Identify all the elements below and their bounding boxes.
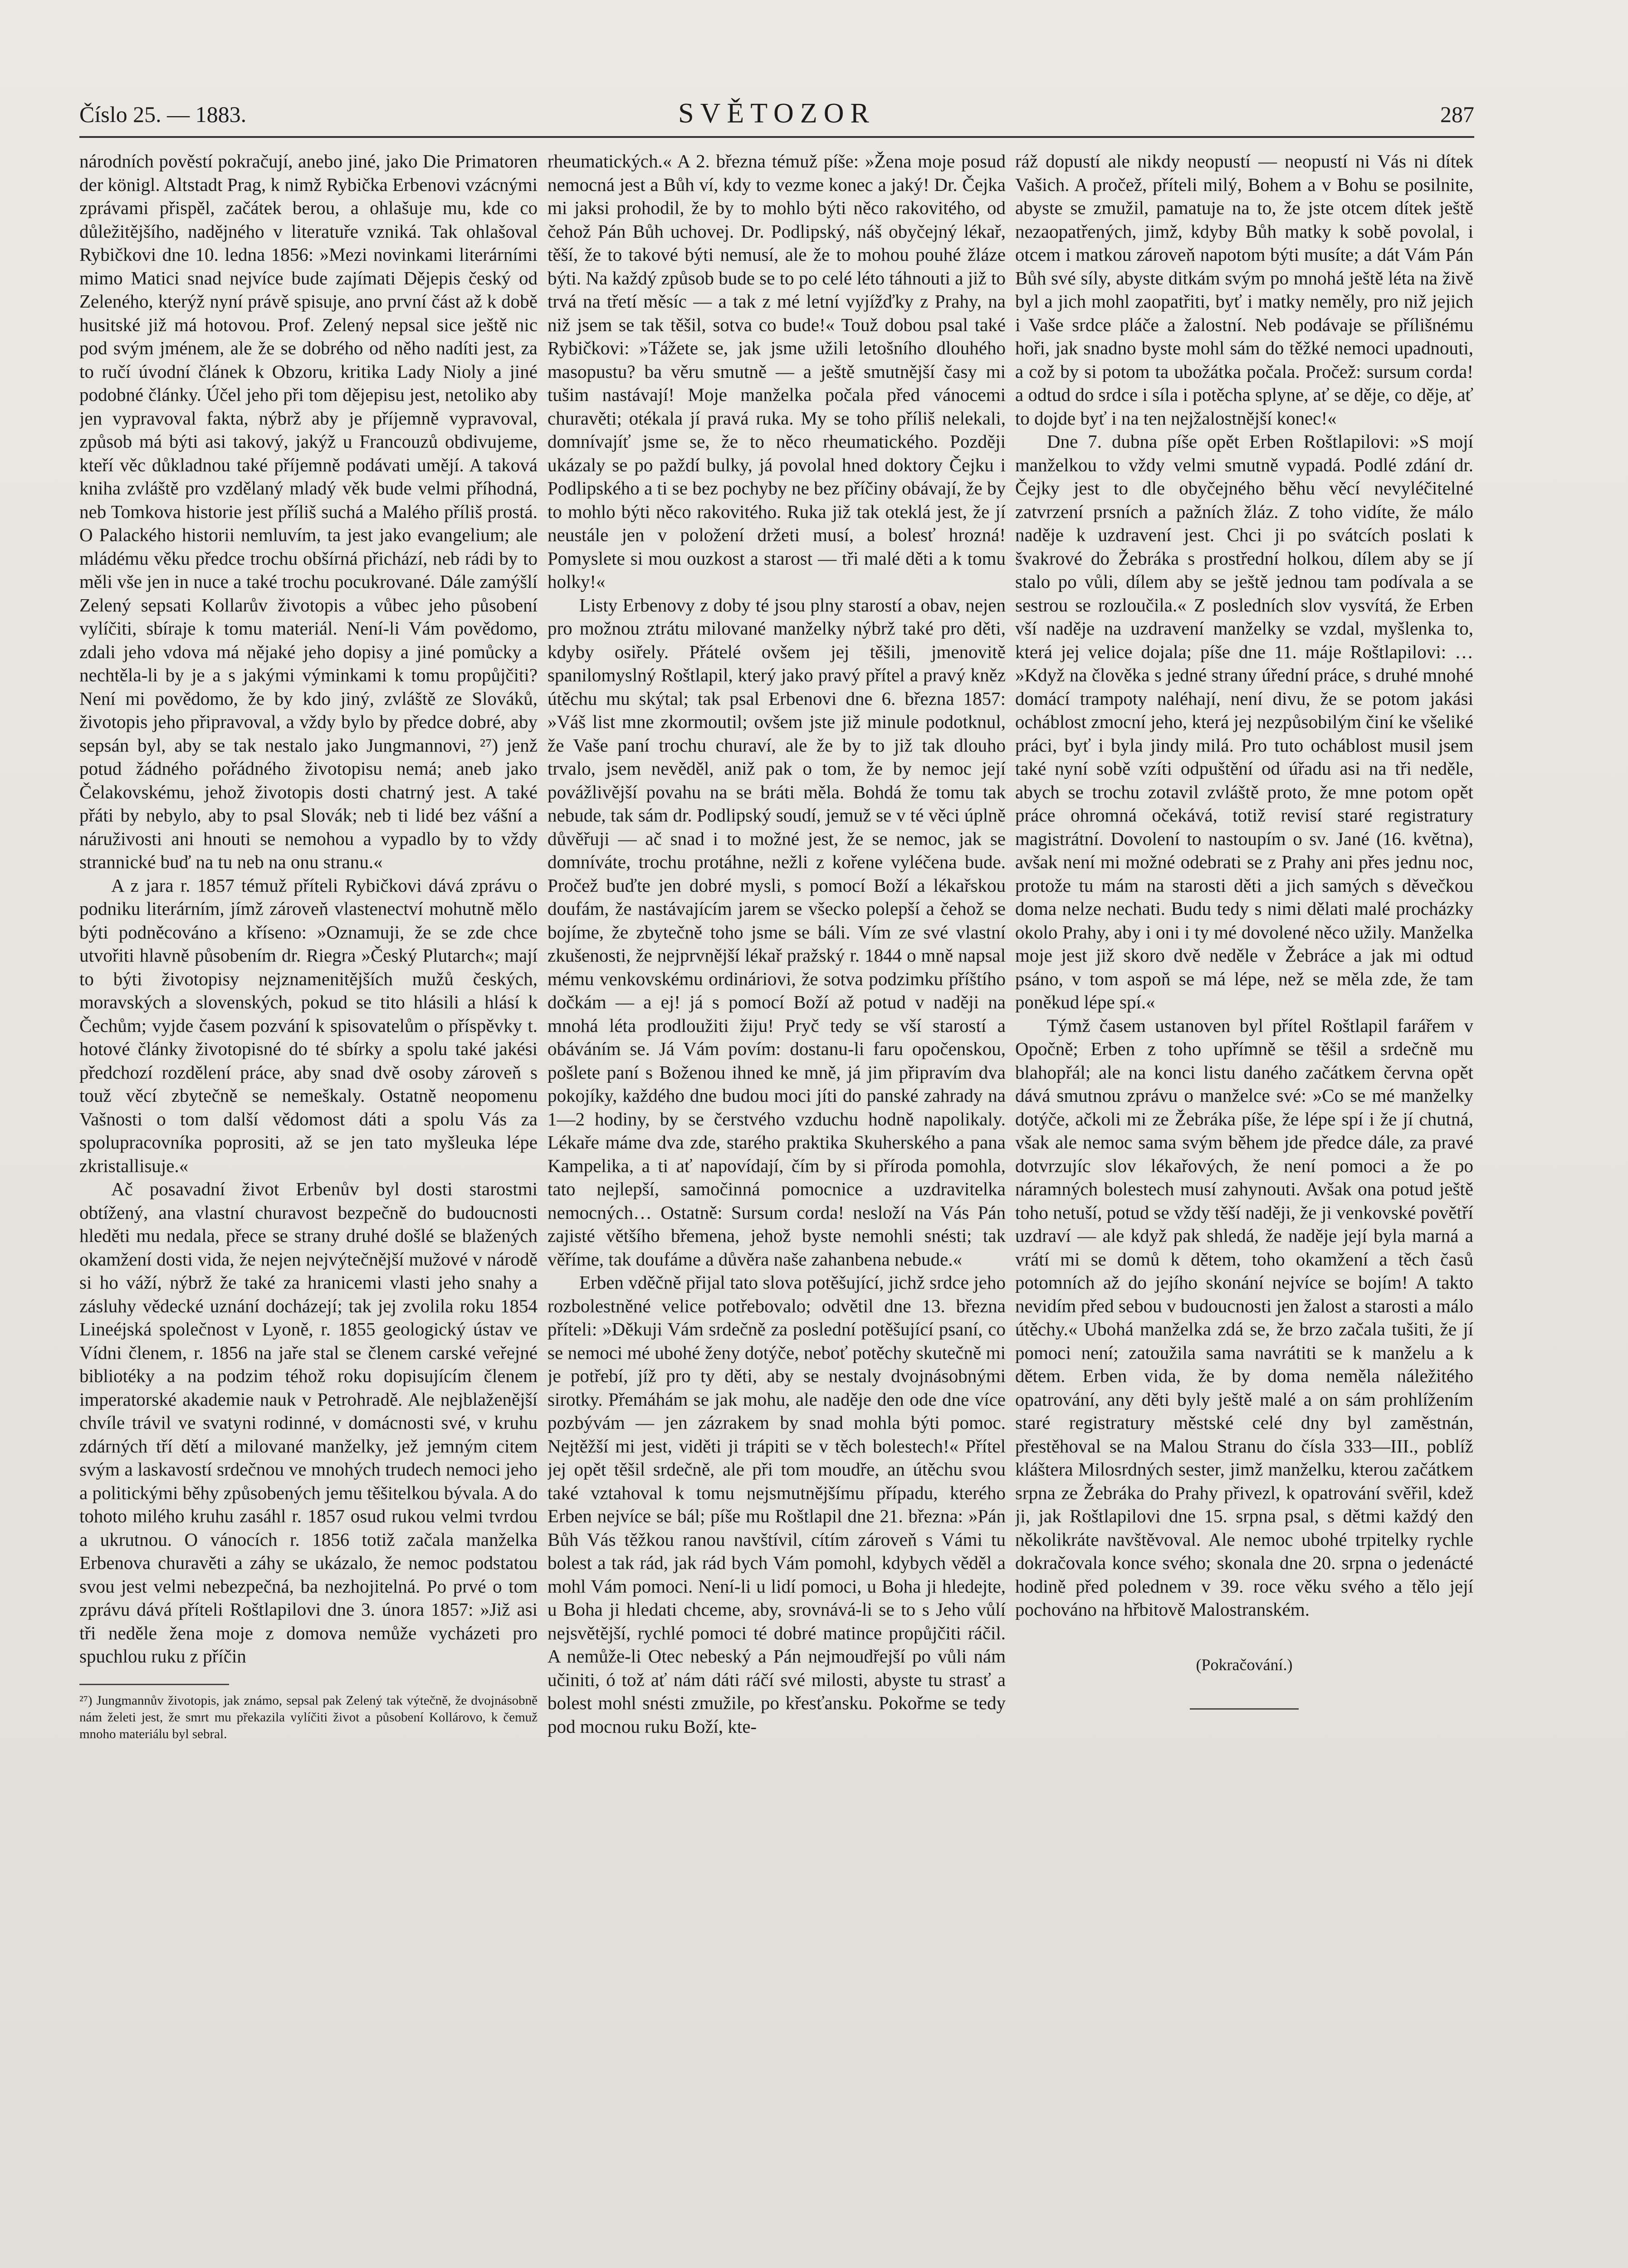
footnote: ²⁷) Jungmannův životopis, jak známo, sepsal pak Zelený tak výtečně, že dvojnásobně nám želeti jest, že smrt mu překazila vylíčiti život a působení Kollárovo, k čemuž mnoho materiálu byl sebral. (79, 1693, 538, 1741)
paragraph: národních pověstí pokračují, anebo jiné, jako Die Primatoren der königl. Altstadt Prag, k nimž Rybička Erbenovi vzácnými zprávami přispěl, začátek berou, a ohlašuje mu, kde co důležitějšího, nadějného v literatuře vzniká. Tak ohlašoval Rybičkovi dne 10. ledna 1856: »Mezi novinkami literárními mimo Matici snad nejvíce bude zajímati Dějepis český od Zeleného, kterýž nyní právě spisuje, ano první část až k době husitské již má hotovou. Prof. Zelený nepsal sice ještě nic pod svým jménem, ale že se dobrého od něho nadíti jest, za to ručí úvodní článek k Obzoru, kritika Lady Nioly a jiné podobné články. Účel jeho při tom dějepisu jest, netoliko aby jen vypravoval fakta, nýbrž aby je příjemně vypravoval, způsob má býti asi takový, jakýž u Francouzů obdivujeme, kteří věc důkladnou také příjemně podávati umějí. A taková kniha zvláště pro vzdělaný mladý věk bude velmi příhodná, neb Tomkova historie jest příliš suchá a Malého příliš prostá. O Palackého historii nemluvím, ta jest jako evangelium; ale mládému věku předce trochu obšírná přichází, neb rádi by to měli vše jen in nuce a také trochu pocukrované. Dále zamýšlí Zelený sepsati Kollarův životopis a vůbec jeho působení vylíčiti, sbíraje k tomu materiál. Není-li Vám povědomo, zdali jeho vdova má nějaké jeho dopisy a jiné pomůcky a nechtěla-li by je a s jakými výminkami k tomu propůjčiti? Není mi povědomo, že by kdo jiný, zvláště ze Slováků, životopis jeho připravoval, a vždy bylo by předce dobré, aby sepsán byl, aby se tak nestalo jako Jungmannovi, ²⁷) jenž potud žádného pořádného životopisu nemá; aneb jako Čelakovskému, jehož životopis dosti chatrný jest. A také přáti by nebylo, aby to psal Slovák; neb ti lidé bez vášní a náruživosti ani hnouti se nemohou a vypadlo by to vždy strannické buď na tu neb na onu stranu.« (79, 151, 538, 872)
paragraph: Erben vděčně přijal tato slova potěšující, jichž srdce jeho rozbolestněné velice potřebovalo; odvětil dne 13. března příteli: »Děkuji Vám srdečně za poslední potěšující psaní, co se nemoci mé ubohé ženy dotýče, neboť potěchy skutečně mi je potřebí, jíž pro ty děti, aby se nestaly dvojnásobnými sirotky. Přemáhám se jak mohu, ale naděje den ode dne více pozbývám — jen zázrakem by snad mohla býti pomoc. Nejtěžší mi jest, viděti ji trápiti se v těch bolestech!« Přítel jej opět těšil srdečně, ale při tom moudře, an útěchu svou také vztahoval k tomu nejsmutnějšímu případu, kterého Erben nejvíce se bál; píše mu Roštlapil dne 21. března: »Pán Bůh Vás těžkou ranou navštívil, cítím zároveň s Vámi tu bolest a tak rád, jak rád bych Vám pomohl, kdybych věděl a mohl Vám pomoci. Není-li u lidí pomoci, u Boha ji hledejte, u Boha ji hledati chceme, aby, srovnává-li se to s Jeho vůlí nejsvětější, rychlé pomoci té dobré matince propůjčiti ráčil. A nemůže-li Otec nebeský a Pán nejmoudřejší po vůli nám učiniti, ó tož ať nám dáti ráčí své milosti, abyste tu strasť a bolest mohl snésti zmužile, po křesťansku. Pokořme se tedy pod mocnou ruku Boží, kte- (548, 1272, 1006, 1737)
page-header (79, 98, 1474, 134)
paragraph: A z jara r. 1857 témuž příteli Rybičkovi dává zprávu o podniku literárním, jímž zároveň vlastenectví mohutně mělo býti podněcováno a kříseno: »Oznamuji, že se zde chce utvořiti hlavně působením dr. Riegra »Český Plutarch«; mají to býti životopisy nejznamenitějších mužů českých, moravských a slovenských, pokud se tito hlásili a hlásí k Čechům; vyjde časem pozvání k spisovatelům o příspěvky t. hotové články životopisné do té sbírky a spolu také jakési předchozí rozdělení práce, aby snad dvě osoby zároveň s touž věcí zbytečně se nemeškaly. Ostatně neopomenu Vašnosti o tom další vědomost dáti a spolu Vás za spolupracovníka poprositi, až se jen tato myšleuka lépe zkristallisuje.« (79, 875, 538, 1176)
footnote-rule (79, 1684, 229, 1685)
paragraph: Týmž časem ustanoven byl přítel Roštlapil farářem v Opočně; Erben z toho upřímně se těšil a srdečně mu blahopřál; ale na konci listu daného začátkem června opět dává smutnou zprávu o manželce své: »Co se mé manželky dotýče, ačkoli mi ze Žebráka píše, že lépe spí i že jí chutná, však ale nemoc sama svým během jde předce dále, za pravé dotvrzujíc slov lékařových, že není pomoci a že po náramných bolestech musí zahynouti. Avšak ona potud ještě toho netuší, potud se vždy těší naději, že ji venkovské povětří uzdraví — ale když pak shledá, že naděje její byla marná a vrátí mi se domů k dětem, toho okamžení a těch časů potomních až do jejího skonání nejvíce se bojím! A takto nevidím před sebou v budoucnosti jen žalost a starosti a málo útěchy.« Ubohá manželka zdá se, že brzo začala tušiti, že jí pomoci není; zatoužila sama navrátiti se k manželu a k dětem. Erben vida, že by doma neměla náležitého opatrování, any děti byly ještě malé a on sám prohlížením staré registratury městské celé dny byl zaměstnán, přestěhoval se na Malou Stranu do čísla 333—III., poblíž kláštera Milosrdných sester, jimž manželku, kterou začátkem srpna ze Žebráka do Prahy přivezl, k opatrování svěřil, kdež ji, jak Roštlapilovi dne 15. srpna psal, s dětmi každý den několikráte navštěvoval. Ale nemoc ubohé trpitelky rychle dokračovala konce svého; skonala dne 20. srpna o jedenácté hodině před polednem v 39. roce věku svého a tělo její pochováno na hřbitově Malostranském. (1015, 1015, 1473, 1620)
end-rule (1190, 1708, 1299, 1710)
issue-number: Číslo 25. — 1883. (79, 102, 247, 127)
paragraph: Dne 7. dubna píše opět Erben Roštlapilovi: »S mojí manželkou to vždy velmi smutně vypadá. Podlé zdání dr. Čejky jest to dle obyčejného běhu věcí nevyléčitelné zatvrzení prsních a pažních žláz. Z toho vidíte, že málo naděje k uzdravení jest. Chci ji po svátcích poslati k švakrové do Žebráka s prostřední holkou, dílem aby se jí stalo po vůli, dílem aby se ještě jednou tam podívala a se sestrou se rozloučila.« Z posledních slov vysvítá, že Erben vší naděje na uzdravení manželky se vzdal, myšlenka to, která jej velice dojala; píše dne 11. máje Roštlapilovi: … »Když na člověka s jedné strany úřední práce, s druhé mnohé domácí trampoty naléhají, není divu, že se potom jakási ocháblost zmocní jeho, která jej nezpůsobilým činí ke všeliké práci, byť i byla jindy milá. Pro tuto ocháblost musil jsem také nyní sobě vzíti odpuštění od úřadu asi na tři neděle, abych se trochu zotavil zvláště proto, že mne potom opět práce ohromná očekává, totiž revisí staré registratury magistrátní. Dovolení to nastoupím o sv. Jané (16. května), avšak není mi možné odebrati se z Prahy ani přes jednu noc, protože tu mám na starosti děti a jich samých s děvečkou doma nelze nechati. Budu tedy s nimi dělati malé procházky okolo Prahy, aby i oni i ty mé dovolené něco užily. Manželka moje jest již skoro dvě neděle v Žebráce a jak mi odtud psáno, v tom aspoň se má lépe, než se měla zde, že tam poněkud lépe spí.« (1015, 431, 1473, 1012)
text-column-3 (1015, 150, 1473, 2218)
page-number: 287 (1440, 102, 1474, 127)
continuation-note: (Pokračování.) (1196, 1655, 1293, 1674)
paragraph: ráž dopustí ale nikdy neopustí — neopustí ni Vás ni dítek Vašich. A pročež, příteli milý, Bohem a v Bohu se posilnite, abyste se zmužil, pamatuje na to, že jste otcem dítek ještě nezaopatřených, jimž, kdyby Bůh matky k sobě povolal, i otcem i matkou zároveň napotom býti musíte; a dát Vám Pán Bůh své síly, abyste ditkám svým po mnohá ještě léta na živě byl a jich mohl zaopatřiti, byť i matky neměly, pro niž jejich i Vaše srdce pláče a žalostní. Neb podávaje se přílišnému hoři, jak snadno byste mohl sám do těžké nemoci upadnouti, a což by si potom ta ubožátka počala. Pročež: sursum corda! a odtud do srdce i síla i potěcha splyne, ať se děje, co děje, ať to dojde byť i na ten nejžalostnější konec!« (1015, 151, 1473, 429)
header-rule (79, 136, 1474, 138)
paragraph: Listy Erbenovy z doby té jsou plny starostí a obav, nejen pro možnou ztrátu milované manželky nýbrž také pro děti, kdyby osiřely. Přátelé ovšem jej těšili, jmenovitě spanilomyslný Roštlapil, který jako pravý přítel a pravý kněz útěchu mu skýtal; tak psal Erbenovi dne 6. března 1857: »Váš list mne zkormoutil; ovšem jste již minule podotknul, že Vaše paní trochu churaví, ale že by to již tak dlouho trvalo, jsem nevěděl, aniž pak o tom, že by nemoc její povážlivější povahu na se bráti měla. Bohdá že tomu tak nebude, tak sám dr. Podlipský soudí, jemuž se v té věci úplně důvěřuji — ač snad i to možné jest, že se nemoc, jak se domníváte, trochu protáhne, nežli z kořene vyléčena bude. Pročež buďte jen dobré mysli, s pomocí Boží a lékařskou doufám, že nastávajícím jarem se všecko polepší a čehož se bojíme, že zbytečně toho jsme se báli. Vím ze své vlastní zkušenosti, že nejprvnější lékař pražský r. 1844 o mně napsal mému venkovskému ordináriovi, že sotva podzimku příštího dočkám — a ej! já s pomocí Boží až potud v naději na mnohá léta prodloužiti žiju! Pryč tedy se vší starostí a obáváním se. Já Vám povím: dostanu-li faru opočenskou, pošlete paní s Boženou ihned ke mně, já jim připravím dva pokojíky, každého dne budou moci jíti do panské zahrady na 1—2 hodiny, by se čerstvého vzduchu hodně napolikaly. Lékaře máme dva zde, starého praktika Skuherského a pana Kampelika, a ti ať napovídají, čím by si příroda pomohla, tato nejlepší, samočinná pomocnice a uzdravitelka nemocných… Ostatně: Sursum corda! nesloží na Vás Pán zajisté většího břemena, jehož byste nemohli snésti; tak věříme, tak doufáme a důvěra naše zahanbena nebude.« (548, 594, 1006, 1270)
text-column-1 (79, 150, 538, 2200)
text-column-2 (548, 150, 1006, 2218)
journal-title: SVĚTOZOR (678, 98, 875, 129)
paragraph: Ač posavadní život Erbenův byl dosti starostmi obtížený, ana vlastní churavost bezpečně do budoucnosti hleděti mu nedala, přece se strany druhé došlé se blažených okamžení dosti vida, že nejen nejvýtečnější mužové v národě si ho váží, nýbrž že také za hranicemi vlasti jeho snahy a zásluhy vědecké uznání docházejí; tak jej zvolila roku 1854 Lineéjská společnost v Lyoně, r. 1855 geologický ústav ve Vídni členem, r. 1856 na jaře stal se členem carské veřejné bibliotéky a na podzim téhož roku dopisujícím členem imperatorské akademie nauk v Petrohradě. Ale nejblaženější chvíle trávil ve svatyni rodinné, v domácnosti své, v kruhu zdárných tří dětí a milované manželky, jež jemným citem svým a laskavostí srdečnou ve mnohých trudech nemoci jeho a politickými běhy způsobených jemu těšitelkou bývala. A do tohoto milého kruhu zasáhl r. 1857 osud rukou velmi tvrdou a ukrutnou. O vánocích r. 1856 totiž začala manželka Erbenova churavěti a záhy se ukázalo, že nemoc podstatou svou jest velmi nebezpečná, ba nezhojitelná. Po prvé o tom zprávu dává příteli Roštlapilovi dne 3. února 1857: »Již asi tři neděle žena moje z domova nemůže vycházeti pro spuchlou ruku z příčin (79, 1178, 538, 1667)
paragraph: rheumatických.« A 2. března témuž píše: »Žena moje posud nemocná jest a Bůh ví, kdy to vezme konec a jaký! Dr. Čejka mi jaksi prohodil, že by to mohlo býti něco rakovitého, od čehož Pán Bůh uchovej. Dr. Podlipský, náš obyčejný lékař, těší, že to takové býti nemusí, ale že to mohou pouhé žláze býti. Na každý způsob bude se to po celé léto táhnouti a již to trvá na třetí měsíc — a tak z mé letní vyjížďky z Prahy, na niž jsem se tak těšil, sotva co bude!« Touž dobou psal také Rybičkovi: »Tážete se, jak jsme užili letošního dlouhého masopustu? ba věru smutně — a ještě smutnější časy mi tušim nastávají! Moje manželka počala před vánocemi churavěti; otékala jí pravá ruka. My se toho příliš nelekali, domnívajíť jsme se, že to něco rheumatického. Později ukázaly se po paždí bulky, já povolal hned doktory Čejku i Podlipského a ti se bez pochyby ne bez příčiny obávají, že by to mohlo býti něco rakovitého. Ruka již tak oteklá jest, že jí neustále jen v položení držeti musí, a bolesť hrozná! Pomyslete si mou ouzkost a starost — tři malé děti a k tomu holky!« (548, 151, 1006, 592)
